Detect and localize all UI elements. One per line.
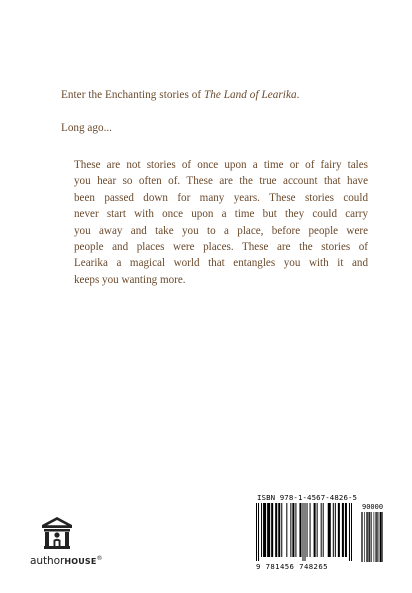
ean-digits: 9 781456 748265 [256, 562, 328, 571]
blurb-line: keeps you wanting more. [74, 273, 186, 286]
blurb-line: been passed down for many years. These stories could [74, 191, 368, 204]
price-barcode [361, 512, 385, 566]
publisher-name: authorHOUSE® [30, 555, 103, 567]
intro-line: Enter the Enchanting stories of The Land of Learika. [61, 89, 300, 101]
blurb-line: you away and take you to a place, before people were [74, 224, 368, 237]
long-ago-line: Long ago... [61, 122, 112, 134]
authorhouse-logo-icon [41, 516, 73, 550]
price-code: 90000 [362, 503, 384, 511]
blurb-line: These are not stories of once upon a time or of fairy tales [74, 159, 368, 171]
blurb-line: people and places were places. These are the stories of [74, 241, 368, 254]
blurb-paragraph [74, 157, 368, 288]
blurb-line: you hear so often of. These are the true account that have [74, 175, 368, 188]
book-title: The Land of Learika [203, 89, 297, 101]
ean-barcode [256, 503, 356, 563]
isbn-label: ISBN 978-1-4567-4826-5 [257, 493, 358, 502]
blurb-line: Learika a magical world that entangles you with it and [74, 257, 368, 270]
blurb-line: never start with once upon a time but they could carry [74, 208, 368, 221]
